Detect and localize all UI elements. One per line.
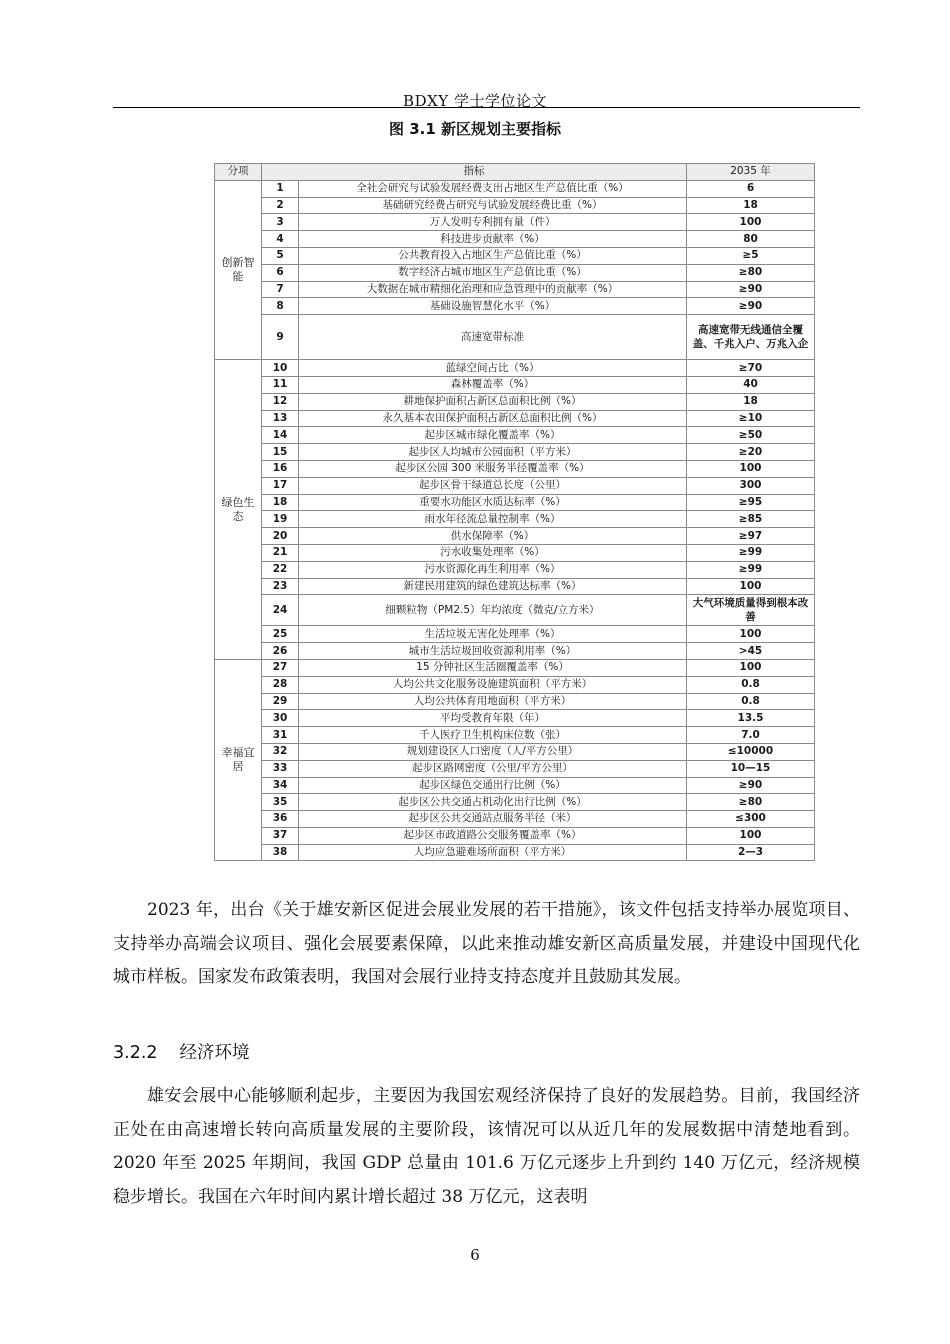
- indicator-name: 生活垃圾无害化处理率（%）: [299, 626, 687, 643]
- table-row: [215, 376, 815, 393]
- table-row: [215, 214, 815, 231]
- row-number: 32: [262, 743, 299, 760]
- target-value: 高速宽带无线通信全覆盖、千兆入户、万兆入企: [687, 315, 815, 360]
- target-value: ≥90: [687, 777, 815, 794]
- row-number: 21: [262, 544, 299, 561]
- target-value: ≥5: [687, 247, 815, 264]
- table-row: [215, 727, 815, 744]
- indicator-name: 大数据在城市精细化治理和应急管理中的贡献率（%）: [299, 281, 687, 298]
- table-row: [215, 494, 815, 511]
- page-number: 6: [470, 1246, 480, 1264]
- table-row: [215, 231, 815, 248]
- target-value: 18: [687, 393, 815, 410]
- row-number: 7: [262, 281, 299, 298]
- indicator-name: 平均受教育年限（年）: [299, 710, 687, 727]
- indicator-name: 供水保障率（%）: [299, 528, 687, 545]
- running-header: BDXY 学士学位论文: [403, 92, 547, 110]
- target-value: >45: [687, 643, 815, 660]
- target-value: ≤300: [687, 811, 815, 828]
- table-row: [215, 298, 815, 315]
- section-heading: [113, 1039, 250, 1064]
- indicator-name: 起步区市政道路公交服务覆盖率（%）: [299, 827, 687, 844]
- row-number: 15: [262, 444, 299, 461]
- row-number: 19: [262, 511, 299, 528]
- table-row: [215, 393, 815, 410]
- table-row: [215, 561, 815, 578]
- target-value: ≥90: [687, 298, 815, 315]
- row-number: 37: [262, 827, 299, 844]
- indicator-name: 重要水功能区水质达标率（%）: [299, 494, 687, 511]
- table-row: [215, 197, 815, 214]
- target-value: ≥99: [687, 544, 815, 561]
- indicator-name: 高速宽带标准: [299, 315, 687, 360]
- indicator-name: 公共教育投入占地区生产总值比重（%）: [299, 247, 687, 264]
- table-row: [215, 794, 815, 811]
- indicator-name: 15 分钟社区生活圈覆盖率（%）: [299, 659, 687, 676]
- row-number: 9: [262, 315, 299, 360]
- row-number: 6: [262, 264, 299, 281]
- indicator-name: 森林覆盖率（%）: [299, 376, 687, 393]
- target-value: ≥99: [687, 561, 815, 578]
- row-number: 13: [262, 410, 299, 427]
- paragraph-policy: 2023 年，出台《关于雄安新区促进会展业发展的若干措施》，该文件包括支持举办展览项目、支持举办高端会议项目、强化会展要素保障，以此来推动雄安新区高质量发展，并建设中国现代化城市样板。国家发布政策表明，我国对会展行业持支持态度并且鼓励其发展。: [113, 900, 860, 987]
- row-number: 14: [262, 427, 299, 444]
- row-number: 26: [262, 643, 299, 660]
- table-row: [215, 676, 815, 693]
- table-row: [215, 844, 815, 861]
- target-value: ≥90: [687, 281, 815, 298]
- indicator-name: 起步区公园 300 米服务半径覆盖率（%）: [299, 460, 687, 477]
- indicator-table: [214, 163, 815, 861]
- row-number: 4: [262, 231, 299, 248]
- indicator-name: 人均公共体育用地面积（平方米）: [299, 693, 687, 710]
- target-value: 0.8: [687, 693, 815, 710]
- target-value: ≥20: [687, 444, 815, 461]
- row-number: 27: [262, 659, 299, 676]
- indicator-name: 人均公共文化服务设施建筑面积（平方米）: [299, 676, 687, 693]
- target-value: ≥50: [687, 427, 815, 444]
- target-value: 40: [687, 376, 815, 393]
- table-row: [215, 180, 815, 197]
- row-number: 22: [262, 561, 299, 578]
- row-number: 20: [262, 528, 299, 545]
- row-number: 3: [262, 214, 299, 231]
- indicator-name: 万人发明专利拥有量（件）: [299, 214, 687, 231]
- table-row: [215, 743, 815, 760]
- row-number: 2: [262, 197, 299, 214]
- row-number: 33: [262, 760, 299, 777]
- table-row: [215, 777, 815, 794]
- indicator-name: 雨水年径流总量控制率（%）: [299, 511, 687, 528]
- table-row: [215, 511, 815, 528]
- target-value: ≥70: [687, 360, 815, 377]
- row-number: 12: [262, 393, 299, 410]
- table-row: [215, 595, 815, 626]
- target-value: 6: [687, 180, 815, 197]
- table-row: [215, 477, 815, 494]
- indicator-name: 数字经济占城市地区生产总值比重（%）: [299, 264, 687, 281]
- row-number: 16: [262, 460, 299, 477]
- row-number: 36: [262, 811, 299, 828]
- indicator-name: 新建民用建筑的绿色建筑达标率（%）: [299, 578, 687, 595]
- row-number: 1: [262, 180, 299, 197]
- target-value: 100: [687, 659, 815, 676]
- category-cell: 创新智能: [215, 180, 262, 359]
- col-header-target: 2035 年: [687, 164, 815, 181]
- target-value: 100: [687, 460, 815, 477]
- row-number: 23: [262, 578, 299, 595]
- indicator-name: 污水收集处理率（%）: [299, 544, 687, 561]
- table-row: [215, 643, 815, 660]
- row-number: 38: [262, 844, 299, 861]
- target-value: 100: [687, 214, 815, 231]
- table-row: [215, 544, 815, 561]
- indicator-name: 耕地保护面积占新区总面积比例（%）: [299, 393, 687, 410]
- indicator-name: 起步区公共交通占机动化出行比例（%）: [299, 794, 687, 811]
- target-value: 100: [687, 626, 815, 643]
- target-value: 大气环境质量得到根本改善: [687, 595, 815, 626]
- indicator-name: 起步区公共交通站点服务半径（米）: [299, 811, 687, 828]
- target-value: 18: [687, 197, 815, 214]
- indicator-name: 污水资源化再生利用率（%）: [299, 561, 687, 578]
- row-number: 31: [262, 727, 299, 744]
- table-row: [215, 460, 815, 477]
- paragraph-economy: 雄安会展中心能够顺利起步，主要因为我国宏观经济保持了良好的发展趋势。目前，我国经济正处在由高速增长转向高质量发展的主要阶段，该情况可以从近几年的发展数据中清楚地看到。2020 年至 2025 年期间，我国 GDP 总量由 101.6 万亿元逐步上升到约 140 万亿元，经济规模稳步增长。我国在六年时间内累计增长超过 38 万亿元，这表明: [113, 1086, 860, 1207]
- indicator-name: 千人医疗卫生机构床位数（张）: [299, 727, 687, 744]
- table-row: [215, 315, 815, 360]
- indicator-name: 起步区人均城市公园面积（平方米）: [299, 444, 687, 461]
- table-row: [215, 444, 815, 461]
- target-value: 7.0: [687, 727, 815, 744]
- indicator-name: 城市生活垃圾回收资源利用率（%）: [299, 643, 687, 660]
- row-number: 17: [262, 477, 299, 494]
- row-number: 34: [262, 777, 299, 794]
- col-header-category: 分项: [215, 164, 262, 181]
- row-number: 35: [262, 794, 299, 811]
- indicator-name: 全社会研究与试验发展经费支出占地区生产总值比重（%）: [299, 180, 687, 197]
- row-number: 28: [262, 676, 299, 693]
- header-rule: [113, 107, 860, 108]
- row-number: 10: [262, 360, 299, 377]
- target-value: 2—3: [687, 844, 815, 861]
- row-number: 11: [262, 376, 299, 393]
- indicator-name: 起步区路网密度（公里/平方公里）: [299, 760, 687, 777]
- table-row: [215, 528, 815, 545]
- table-row: [215, 710, 815, 727]
- category-cell: 幸福宜居: [215, 659, 262, 861]
- row-number: 8: [262, 298, 299, 315]
- indicator-name: 基础研究经费占研究与试验发展经费比重（%）: [299, 197, 687, 214]
- target-value: 100: [687, 578, 815, 595]
- target-value: 100: [687, 827, 815, 844]
- table-row: [215, 427, 815, 444]
- table-row: [215, 760, 815, 777]
- target-value: ≥80: [687, 794, 815, 811]
- row-number: 30: [262, 710, 299, 727]
- table-row: [215, 410, 815, 427]
- target-value: ≥95: [687, 494, 815, 511]
- target-value: ≤10000: [687, 743, 815, 760]
- indicator-name: 细颗粒物（PM2.5）年均浓度（微克/立方米）: [299, 595, 687, 626]
- col-header-indicator: 指标: [262, 164, 687, 181]
- target-value: 80: [687, 231, 815, 248]
- target-value: 13.5: [687, 710, 815, 727]
- category-cell: 绿色生态: [215, 360, 262, 660]
- table-row: [215, 247, 815, 264]
- indicator-name: 基础设施智慧化水平（%）: [299, 298, 687, 315]
- table-row: [215, 693, 815, 710]
- table-row: [215, 827, 815, 844]
- indicator-name: 科技进步贡献率（%）: [299, 231, 687, 248]
- row-number: 29: [262, 693, 299, 710]
- target-value: ≥80: [687, 264, 815, 281]
- figure-caption: 图 3.1 新区规划主要指标: [388, 120, 562, 138]
- table-row: [215, 281, 815, 298]
- table-row: [215, 811, 815, 828]
- table-header-row: [215, 164, 815, 181]
- row-number: 24: [262, 595, 299, 626]
- target-value: 10—15: [687, 760, 815, 777]
- section-number: 3.2.2: [113, 1043, 158, 1063]
- indicator-name: 人均应急避难场所面积（平方米）: [299, 844, 687, 861]
- row-number: 25: [262, 626, 299, 643]
- target-value: ≥97: [687, 528, 815, 545]
- section-title: 经济环境: [179, 1043, 250, 1063]
- table-row: [215, 578, 815, 595]
- table-row: [215, 264, 815, 281]
- indicator-name: 起步区骨干绿道总长度（公里）: [299, 477, 687, 494]
- indicator-name: 起步区城市绿化覆盖率（%）: [299, 427, 687, 444]
- row-number: 18: [262, 494, 299, 511]
- indicator-name: 永久基本农田保护面积占新区总面积比例（%）: [299, 410, 687, 427]
- indicator-name: 规划建设区人口密度（人/平方公里）: [299, 743, 687, 760]
- target-value: ≥85: [687, 511, 815, 528]
- indicator-name: 蓝绿空间占比（%）: [299, 360, 687, 377]
- indicator-name: 起步区绿色交通出行比例（%）: [299, 777, 687, 794]
- table-row: [215, 659, 815, 676]
- row-number: 5: [262, 247, 299, 264]
- target-value: ≥10: [687, 410, 815, 427]
- target-value: 0.8: [687, 676, 815, 693]
- target-value: 300: [687, 477, 815, 494]
- table-row: [215, 360, 815, 377]
- table-row: [215, 626, 815, 643]
